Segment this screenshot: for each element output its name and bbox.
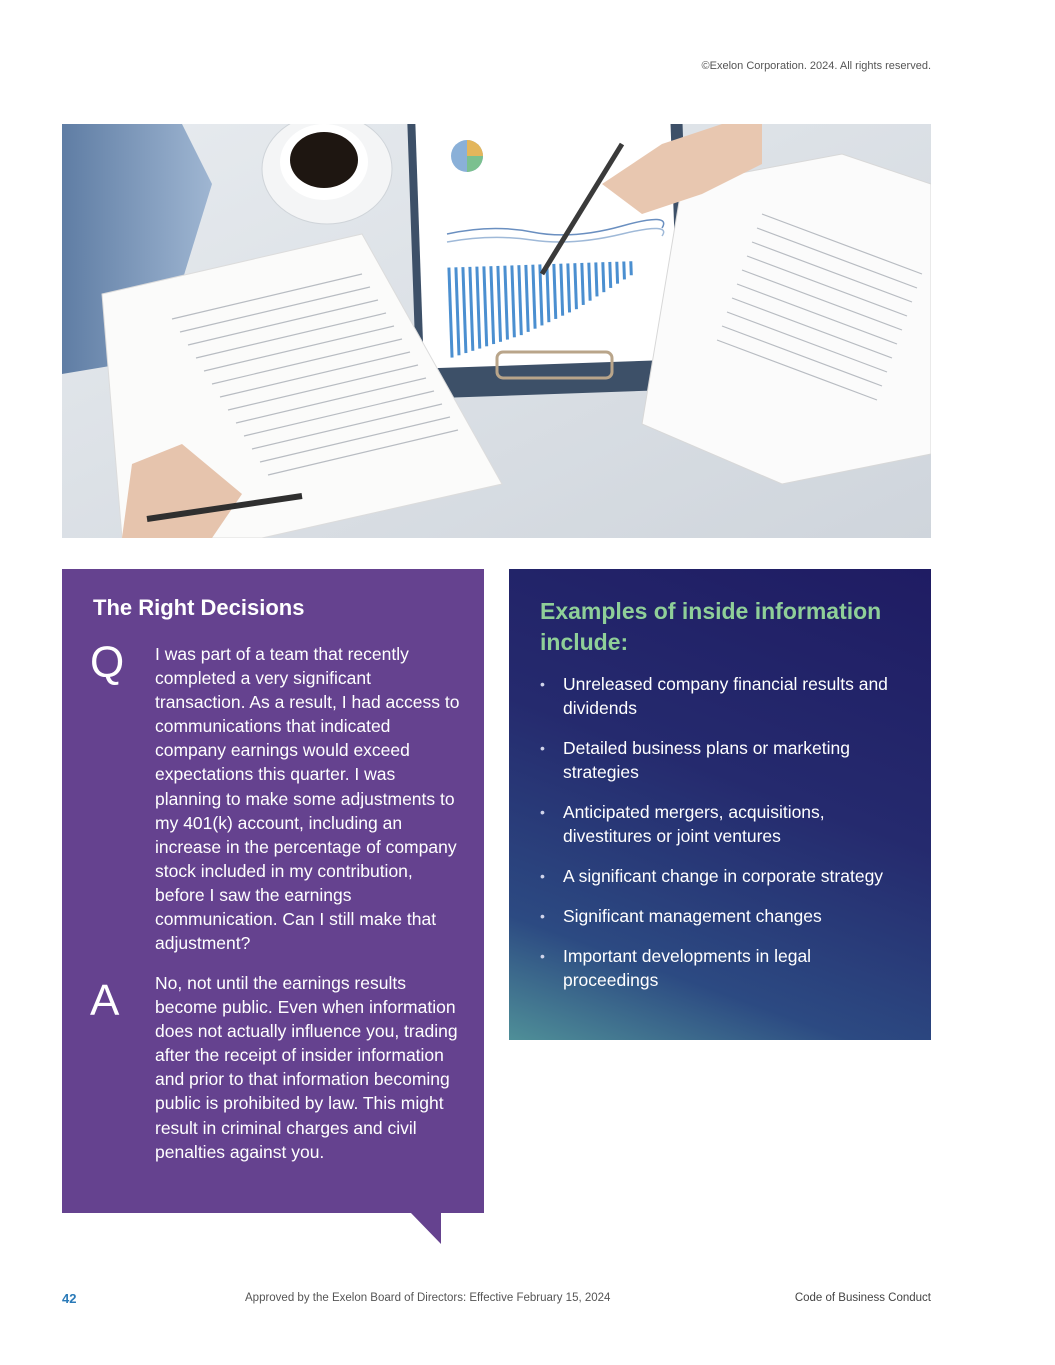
qa-callout-tail (410, 1212, 441, 1244)
list-item-text: Unreleased company financial results and dividends (563, 674, 888, 718)
list-item (540, 864, 900, 888)
list-item-text: Detailed business plans or marketing strategies (563, 738, 850, 782)
inside-information-box (509, 569, 931, 1040)
list-item (540, 672, 900, 720)
bullet-icon: • (540, 908, 545, 924)
list-item-text: Significant management changes (563, 906, 822, 926)
inside-information-list (540, 672, 900, 1008)
question-text: I was part of a team that recently completed a very significant transaction. As a result, I had access to communications that indicated company earnings would exceed expectations this quarter. I was planning to make some adjustments to my 401(k) account, including an increase in the percentage of company stock included in my contribution, before I saw the earnings communication. Can I still make that adjustment? (155, 644, 460, 954)
bullet-icon: • (540, 804, 545, 820)
answer-letter: A (90, 976, 120, 1025)
list-item-text: A significant change in corporate strategy (563, 866, 884, 886)
bullet-icon: • (540, 676, 545, 692)
qa-callout-box (62, 569, 484, 1213)
list-item-text: Important developments in legal proceedings (563, 946, 812, 990)
question-letter: Q (90, 638, 125, 687)
inside-information-title: Examples of inside information include: (540, 598, 882, 655)
bullet-icon: • (540, 740, 545, 756)
list-item (540, 800, 900, 848)
list-item (540, 736, 900, 784)
approval-note: Approved by the Exelon Board of Directors: Effective February 15, 2024 (245, 1292, 611, 1304)
list-item-text: Anticipated mergers, acquisitions, divestitures or joint ventures (563, 802, 825, 846)
qa-title: The Right Decisions (93, 595, 305, 620)
bullet-icon: • (540, 868, 545, 884)
hero-illustration (62, 124, 931, 538)
page-number: 42 (62, 1291, 77, 1306)
document-title: Code of Business Conduct (794, 1292, 931, 1304)
copyright-notice: ©Exelon Corporation. 2024. All rights reserved. (701, 60, 931, 72)
list-item (540, 904, 900, 928)
answer-text: No, not until the earnings results become public. Even when information does not actually influence you, trading after the receipt of insider information and prior to that information becoming public is prohibited by law. This might result in criminal charges and civil penalties against you. (155, 973, 458, 1162)
list-item (540, 944, 900, 992)
hero-photo-business-documents (62, 124, 931, 538)
bullet-icon: • (540, 948, 545, 964)
coffee (290, 132, 358, 188)
